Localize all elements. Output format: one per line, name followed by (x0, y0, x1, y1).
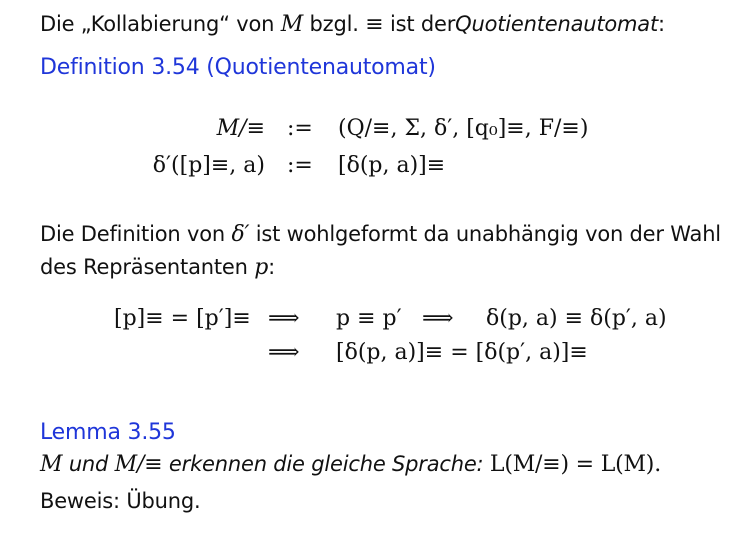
wellformed-colon: : (268, 255, 275, 279)
wellformed-p: p (254, 255, 269, 280)
def-eq2-rhs: [δ(p, a)]≡ (338, 153, 446, 178)
intro-line (40, 12, 665, 37)
intro-text-bzgl: bzgl. (309, 12, 359, 36)
def-eq1-op: := (287, 116, 313, 141)
impl-arrow-2: ⟹ (422, 306, 454, 331)
impl-arrow-1: ⟹ (268, 306, 300, 331)
lemma-math-M-equiv: M/≡ (114, 452, 163, 477)
definition-heading: Definition 3.54 (Quotientenautomat) (40, 55, 436, 80)
wellformed-text-2: ist wohlgeformt da unabhängig von der Wahl (255, 222, 721, 246)
impl-rhs: δ(p, a) ≡ δ(p′, a) (486, 306, 667, 331)
def-eq2-op: := (287, 153, 313, 178)
intro-math-M: M (280, 12, 304, 37)
intro-text-post: ist der (389, 12, 456, 36)
intro-text: Die „Kollabierung“ von (40, 12, 275, 36)
lemma-text: erkennen die gleiche Sprache: (168, 452, 484, 476)
lemma-statement (40, 452, 661, 477)
lemma-text-und: und (68, 452, 109, 476)
wellformed-line-2 (40, 255, 275, 280)
lemma-math-M: M (40, 452, 63, 477)
lemma-formula: L(M/≡) = L(M). (489, 452, 661, 477)
proof-line: Beweis: Übung. (40, 489, 201, 513)
impl-mid: p ≡ p′ (336, 306, 402, 331)
def-eq1-lhs: M/≡ (216, 116, 265, 141)
impl-rhs-2: [δ(p, a)]≡ = [δ(p′, a)]≡ (336, 340, 588, 365)
intro-colon: : (658, 12, 665, 36)
def-eq2-lhs: δ′([p]≡, a) (152, 153, 265, 178)
def-eq1-rhs: (Q/≡, Σ, δ′, [q₀]≡, F/≡) (338, 116, 589, 141)
wellformed-delta: δ′ (231, 222, 250, 247)
wellformed-line-1 (40, 222, 721, 247)
impl-lhs: [p]≡ = [p′]≡ (114, 306, 251, 331)
intro-math-equiv: ≡ (365, 12, 384, 37)
lemma-heading: Lemma 3.55 (40, 420, 176, 445)
intro-term: Quotientenautomat (455, 12, 658, 36)
wellformed-text-1: Die Definition von (40, 222, 225, 246)
impl-arrow-3: ⟹ (268, 340, 300, 365)
wellformed-text-3: des Repräsentanten (40, 255, 248, 279)
